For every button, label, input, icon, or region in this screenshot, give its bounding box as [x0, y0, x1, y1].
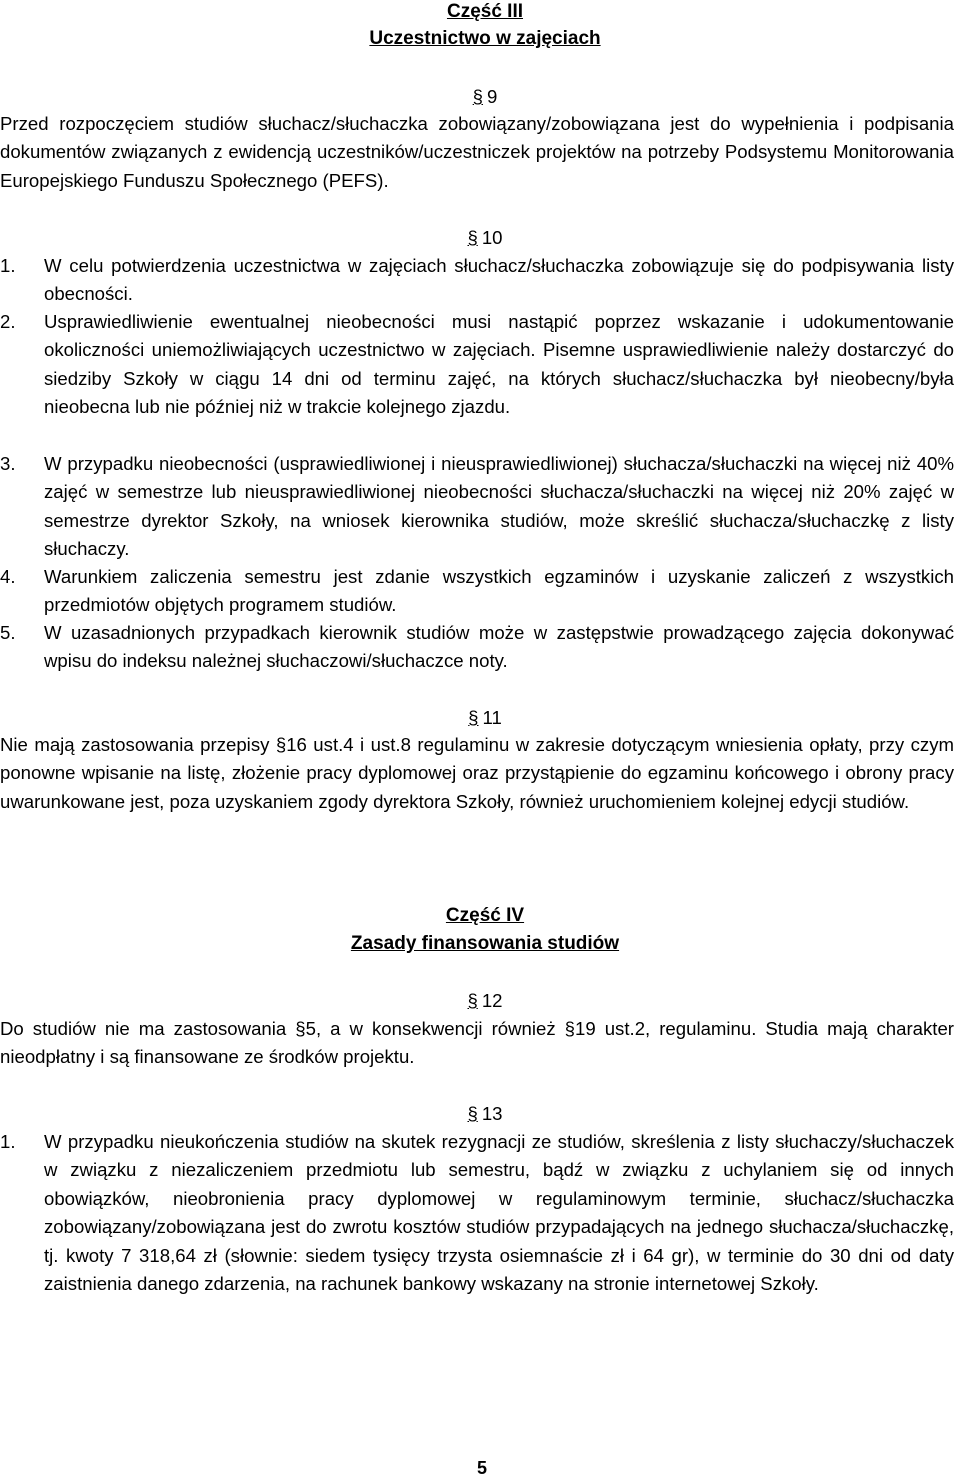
- item-text: Usprawiedliwienie ewentualnej nieobecności musi nastąpić poprzez wskazanie i udokumentowanie okoliczności uniemożliwiających uczestnictwo w zajęciach. Pisemne usprawiedliwienie należy dostarczyć do siedziby Szkoły w ciągu 14 dni od terminu zajęć, na których słuchacz/słuchaczka był nieobecny/była nieobecna lub nie później niż w trakcie kolejnego zjazdu.: [44, 311, 954, 418]
- section-sign: §: [467, 990, 478, 1011]
- part-3-title: Część III: [446, 1, 524, 22]
- section-12-text: Do studiów nie ma zastosowania §5, a w konsekwencji również §19 ust.2, regulaminu. Studia mają charakter nieodpłatny i są finansowane ze środków projektu.: [0, 1018, 954, 1068]
- section-9-text: Przed rozpoczęciem studiów słuchacz/słuchaczka zobowiązany/zobowiązana jest do wypełnienia i podpisania dokumentów związanych z ewidencją uczestników/uczestniczek projektów na potrzeby Podsystemu Monitorowania Europejskiego Funduszu Społecznego (PEFS).: [0, 113, 954, 191]
- section-10-heading: [0, 224, 960, 252]
- section-number: 9: [487, 86, 498, 107]
- section-sign: §: [472, 86, 483, 107]
- item-number: 4.: [0, 566, 16, 587]
- part-3-subtitle: Uczestnictwo w zajęciach: [369, 28, 601, 49]
- page-number: 5: [476, 1458, 487, 1478]
- section-number: 12: [481, 990, 503, 1011]
- section-11-heading: [0, 704, 960, 732]
- section-12-heading: [0, 987, 960, 1015]
- part-4-subtitle: Zasady finansowania studiów: [350, 933, 620, 954]
- section-13-heading: [0, 1100, 960, 1128]
- section-10-item-1: [0, 252, 954, 309]
- section-10-item-5: [0, 619, 954, 676]
- section-sign: §: [468, 707, 479, 728]
- item-text: W celu potwierdzenia uczestnictwa w zajęciach słuchacz/słuchaczka zobowiązuje się do podpisywania listy obecności.: [44, 255, 954, 305]
- item-number: 2.: [0, 311, 16, 332]
- item-text: Warunkiem zaliczenia semestru jest zdanie wszystkich egzaminów i uzyskanie zaliczeń z wszystkich przedmiotów objętych programem studiów.: [44, 566, 954, 616]
- section-number: 10: [481, 227, 503, 248]
- section-13-item-1: [0, 1128, 954, 1298]
- section-9-heading: [0, 83, 960, 111]
- section-10-item-3: [0, 450, 954, 564]
- item-number: 5.: [0, 622, 16, 643]
- section-10-item-4: [0, 563, 954, 620]
- section-number: 11: [482, 707, 502, 728]
- section-number: 13: [481, 1103, 503, 1124]
- section-sign: §: [467, 227, 478, 248]
- item-text: W przypadku nieobecności (usprawiedliwionej i nieusprawiedliwionej) słuchacza/słuchaczki na więcej niż 40% zajęć w semestrze lub nieusprawiedliwionej nieobecności słuchacza/słuchaczki na więcej niż 20% zajęć w semestrze dyrektor Szkoły, na wniosek kierownika studiów, może skreślić słuchacza/słuchaczkę z listy słuchaczy.: [44, 453, 954, 560]
- item-number: 3.: [0, 453, 16, 474]
- section-11-text: Nie mają zastosowania przepisy §16 ust.4 i ust.8 regulaminu w zakresie dotyczącym wniesienia opłaty, przy czym ponowne wpisanie na listę, złożenie pracy dyplomowej oraz przystąpienie do egzaminu końcowego i obrony pracy uwarunkowane jest, poza uzyskaniem zgody dyrektora Szkoły, również uruchomieniem kolejnej edycji studiów.: [0, 734, 954, 812]
- item-text: W uzasadnionych przypadkach kierownik studiów może w zastępstwie prowadzącego zajęcia dokonywać wpisu do indeksu należnej słuchaczowi/słuchaczce noty.: [44, 622, 954, 672]
- item-number: 1.: [0, 1131, 16, 1152]
- item-text: W przypadku nieukończenia studiów na skutek rezygnacji ze studiów, skreślenia z listy słuchaczy/słuchaczek w związku z niezaliczeniem przedmiotu lub semestru, bądź w związku z uchylaniem się od innych obowiązków, nieobronienia pracy dyplomowej w regulaminowym terminie, słuchacz/słuchaczka zobowiązany/zobowiązana jest do zwrotu kosztów studiów przypadających na jednego słuchacza/słuchaczkę, tj. kwoty 7 318,64 zł (słownie: siedem tysięcy trzysta osiemnaście zł i 64 gr), w terminie do 30 dni od daty zaistnienia danego zdarzenia, na rachunek bankowy wskazany na stronie internetowej Szkoły.: [44, 1131, 954, 1295]
- item-number: 1.: [0, 255, 16, 276]
- section-10-item-2: [0, 308, 954, 422]
- part-4-title: Część IV: [445, 905, 525, 926]
- section-sign: §: [467, 1103, 478, 1124]
